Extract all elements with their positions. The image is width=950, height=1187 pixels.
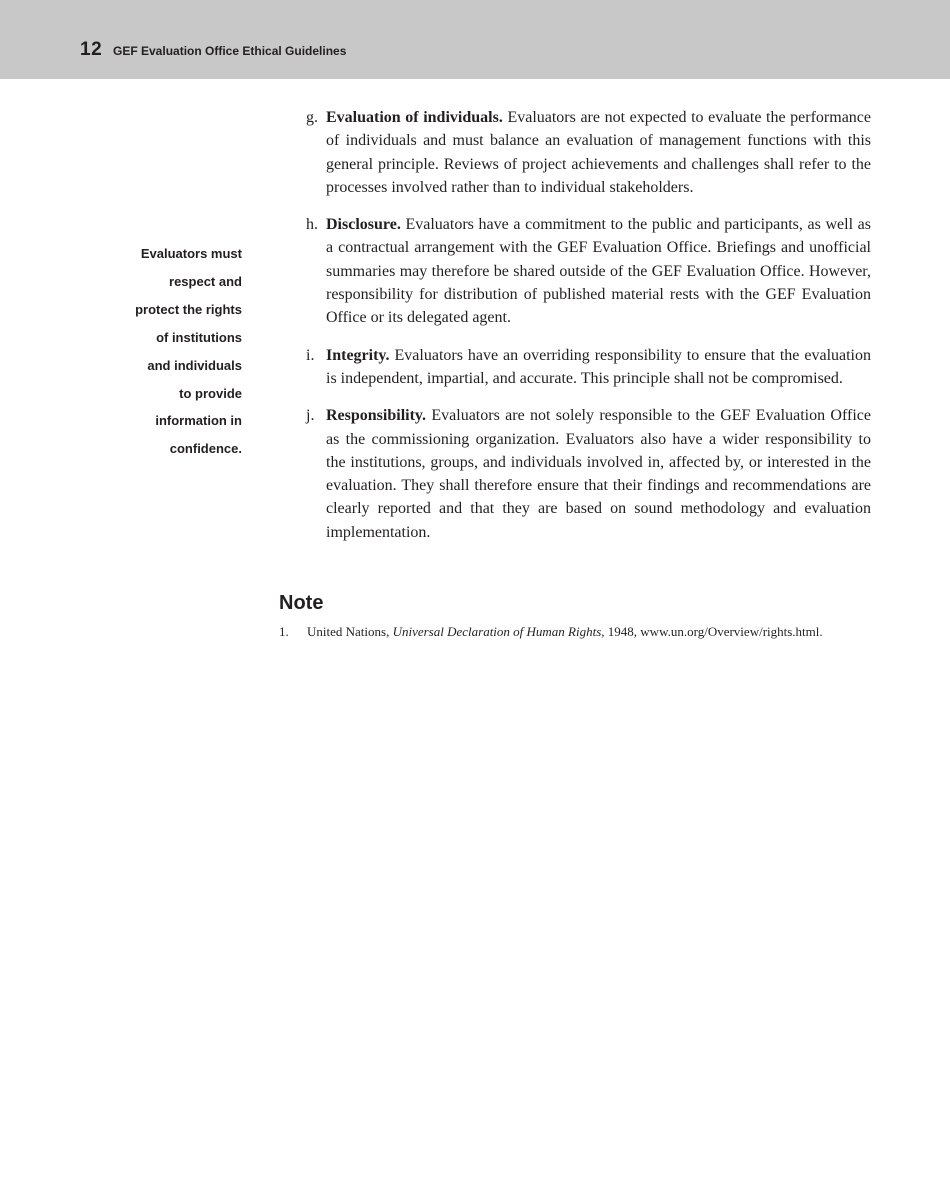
item-marker: i. — [306, 346, 315, 364]
callout-line: respect and — [169, 273, 242, 289]
footnote-title: Universal Declaration of Human Rights — [392, 624, 602, 639]
footnote-suffix: , 1948, www.un.org/Overview/rights.html. — [601, 624, 823, 639]
item-marker: h. — [306, 216, 318, 234]
sidebar-callout — [100, 240, 242, 463]
callout-line: information in — [155, 413, 242, 429]
footnote-number: 1. — [279, 624, 289, 639]
footnote — [279, 623, 879, 641]
callout-line: to provide — [179, 385, 242, 401]
list-item-disclosure — [306, 213, 871, 329]
item-heading: Evaluation of individuals. — [326, 109, 503, 126]
list-item-evaluation-of-individuals — [306, 106, 871, 199]
item-text: Evaluators are not expected to evaluate the performance of individuals and must balance an evaluation of management functions with this general principle. Reviews of project achievements and challenges shall refer to the processes involved rather than to individual stakeholders. — [326, 109, 872, 196]
list-item-responsibility — [306, 404, 871, 544]
item-marker: j. — [306, 407, 315, 425]
callout-line: and individuals — [147, 357, 242, 373]
guidelines-list — [306, 106, 871, 558]
page-number: 12 — [80, 39, 103, 60]
item-marker: g. — [306, 109, 318, 126]
note-heading: Note — [279, 592, 324, 614]
item-text: Evaluators have a commitment to the public and participants, as well as a contractual arrangement with the GEF Evaluation Office. Briefings and unofficial summaries may therefore be shared outside of the GEF Evaluation Office. However, responsibility for distribution of published material rests with the GEF Evaluation Office or its delegated agent. — [326, 216, 872, 327]
running-title: GEF Evaluation Office Ethical Guidelines — [113, 44, 347, 58]
callout-line: of institutions — [156, 329, 242, 345]
header-band — [0, 0, 950, 79]
item-heading: Disclosure. — [326, 216, 401, 234]
list-item-integrity — [306, 344, 871, 391]
item-heading: Integrity. — [326, 346, 390, 364]
item-text: Evaluators are not solely responsible to the GEF Evaluation Office as the commissioning organization. Evaluators also have a wider responsibility to the institutions, groups, and individuals involved in, affected by, or interested in the evaluation. They shall therefore ensure that their findings and recommendations are clearly reported and that they are based on sound methodology and evaluation implementation. — [326, 407, 872, 541]
footnote-prefix: United Nations, — [307, 624, 393, 639]
callout-line: protect the rights — [135, 301, 242, 317]
callout-line: confidence. — [169, 441, 242, 457]
item-text: Evaluators have an overriding responsibility to ensure that the evaluation is independent, impartial, and accurate. This principle shall not be compromised. — [326, 346, 872, 387]
item-heading: Responsibility. — [326, 407, 427, 425]
callout-line: Evaluators must — [140, 246, 242, 261]
